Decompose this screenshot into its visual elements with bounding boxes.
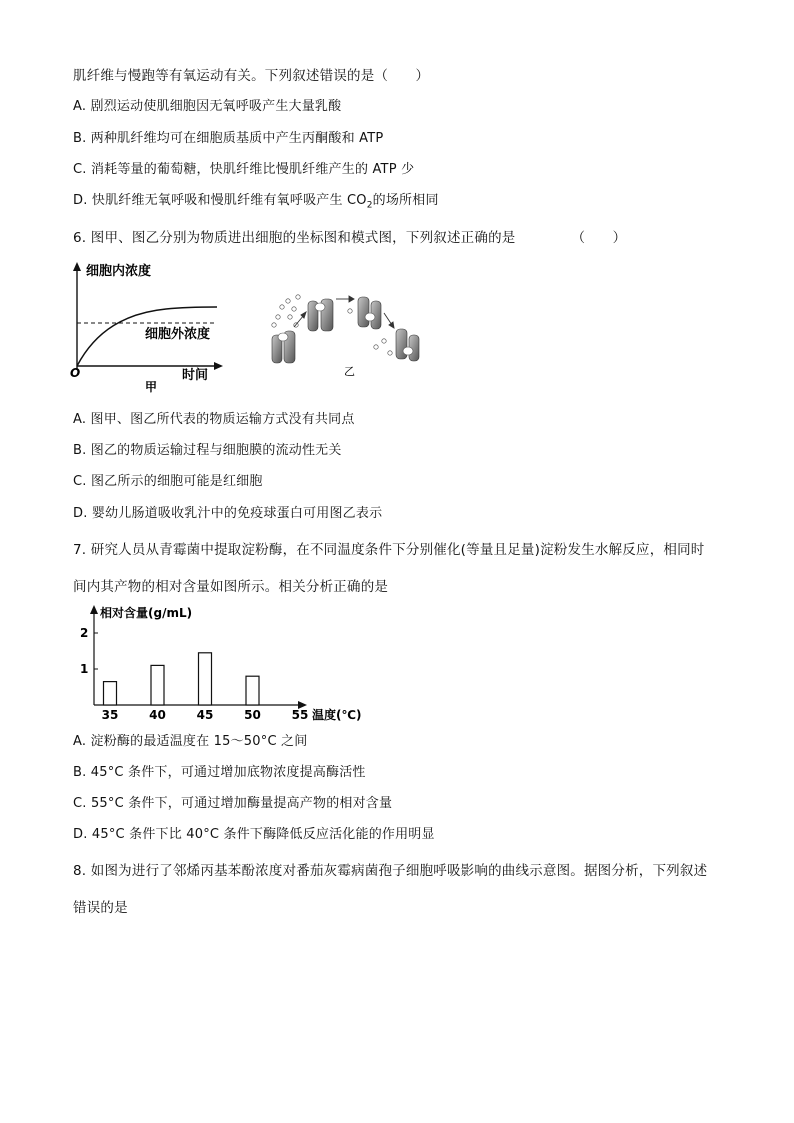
q7-option-c: C. 55°C 条件下，可通过增加酶量提高产物的相对含量 <box>73 796 393 811</box>
jia-caption: 甲 <box>145 380 158 393</box>
q5-option-c: C. 消耗等量的葡萄糖，快肌纤维比慢肌纤维产生的 ATP 少 <box>73 162 415 177</box>
chart-marks <box>80 626 308 722</box>
q6-stem-text: 6. 图甲、图乙分别为物质进出细胞的坐标图和模式图，下列叙述正确的是 <box>73 230 516 246</box>
q6-option-b: B. 图乙的物质运输过程与细胞膜的流动性无关 <box>73 443 342 458</box>
x-tick-label: 40 <box>149 708 166 722</box>
q6-figure-jia <box>66 258 236 393</box>
bar-40 <box>151 665 164 705</box>
q6-stem <box>73 229 626 247</box>
y-tick-label: 1 <box>80 662 89 676</box>
q8-stem-line2: 错误的是 <box>73 900 128 916</box>
y-tick-label: 2 <box>80 626 89 640</box>
q5-option-a: A. 剧烈运动使肌细胞因无氧呼吸产生大量乳酸 <box>73 99 342 114</box>
chart-x-label: 温度(℃) <box>312 708 362 722</box>
x-tick-label: 50 <box>244 708 261 722</box>
jia-dashed-label: 细胞外浓度 <box>145 327 211 342</box>
x-tick-label: 35 <box>101 708 119 722</box>
bar-35 <box>104 682 117 705</box>
chart-y-label: 相对含量(g/mL) <box>100 606 193 620</box>
q6-option-c: C. 图乙所示的细胞可能是红细胞 <box>73 474 263 489</box>
q6-figure-yi <box>266 285 426 380</box>
q5-option-d-pre: D. 快肌纤维无氧呼吸和慢肌纤维有氧呼吸产生 CO <box>73 193 367 208</box>
q5-option-d-sub: 2 <box>366 200 373 211</box>
q5-option-b: B. 两种肌纤维均可在细胞质基质中产生丙酮酸和 ATP <box>73 131 384 146</box>
bar-45 <box>199 653 212 705</box>
jia-y-label: 细胞内浓度 <box>86 264 152 279</box>
jia-y-arrow <box>73 262 81 271</box>
q5-stem-tail: 肌纤维与慢跑等有氧运动有关。下列叙述错误的是（ ） <box>73 68 430 84</box>
q7-stem-line2: 间内其产物的相对含量如图所示。相关分析正确的是 <box>73 579 389 595</box>
q7-bar-chart <box>72 603 372 725</box>
q5-option-d <box>73 192 439 215</box>
q5-option-d-post: 的场所相同 <box>372 193 439 208</box>
q6-option-a: A. 图甲、图乙所代表的物质运输方式没有共同点 <box>73 412 355 427</box>
carrier-protein-4 <box>396 329 419 361</box>
q6-option-d: D. 婴幼儿肠道吸收乳汁中的免疫球蛋白可用图乙表示 <box>73 506 383 521</box>
jia-x-arrow <box>214 362 223 370</box>
yi-caption: 乙 <box>344 365 355 378</box>
q7-stem-line1: 7. 研究人员从青霉菌中提取淀粉酶，在不同温度条件下分别催化(等量且足量)淀粉发生水解反应，相同时 <box>73 542 705 558</box>
carrier-protein-1 <box>272 331 295 363</box>
q6-answer-paren: （ ） <box>571 230 627 246</box>
chart-y-arrow <box>90 605 98 614</box>
carrier-protein-2 <box>308 299 333 331</box>
x-tick-label: 55 <box>291 708 309 722</box>
q7-option-d: D. 45°C 条件下比 40°C 条件下酶降低反应活化能的作用明显 <box>73 827 435 842</box>
jia-origin: O <box>70 366 81 380</box>
jia-x-label: 时间 <box>182 368 209 383</box>
q7-option-b: B. 45°C 条件下，可通过增加底物浓度提高酶活性 <box>73 765 366 780</box>
carrier-protein-3 <box>358 297 381 329</box>
q7-option-a: A. 淀粉酶的最适温度在 15～50°C 之间 <box>73 734 308 749</box>
bar-50 <box>246 676 259 705</box>
x-tick-label: 45 <box>196 708 214 722</box>
q8-stem-line1: 8. 如图为进行了邻烯丙基苯酚浓度对番茄灰霉病菌孢子细胞呼吸影响的曲线示意图。据图分析，下列叙述 <box>73 863 708 879</box>
